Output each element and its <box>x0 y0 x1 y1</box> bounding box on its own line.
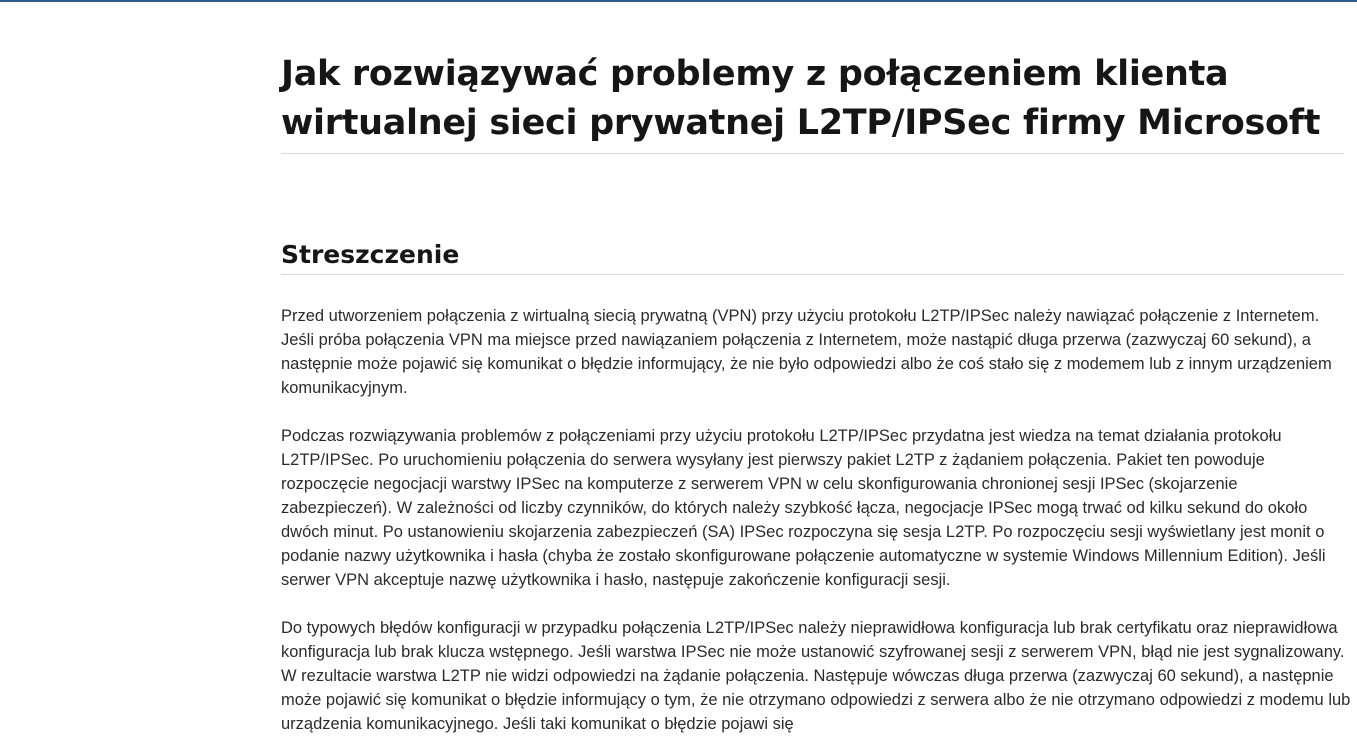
title-divider <box>281 153 1344 154</box>
section-heading-summary: Streszczenie <box>281 240 460 269</box>
paragraph-1: Przed utworzeniem połączenia z wirtualną siecią prywatną (VPN) przy użyciu protokołu L2TP/IPSec należy nawiązać połączenie z Internetem. Jeśli próba połączenia VPN ma miejsce przed nawiązaniem połączenia z Internetem, może nastąpić długa przerwa (zazwyczaj 60 sekund), a następnie może pojawić się komunikat o błędzie informujący, że nie było odpowiedzi albo że coś stało się z modemem lub z innym urządzeniem komunikacyjnym. <box>281 307 1332 397</box>
paragraph-2: Podczas rozwiązywania problemów z połączeniami przy użyciu protokołu L2TP/IPSec przydatna jest wiedza na temat działania protokołu L2TP/IPSec. Po uruchomieniu połączenia do serwera wysyłany jest pierwszy pakiet L2TP z żądaniem połączenia. Pakiet ten powoduje rozpoczęcie negocjacji warstwy IPSec na komputerze z serwerem VPN w celu skonfigurowania chronionej sesji IPSec (skojarzenie zabezpieczeń). W zależności od liczby czynników, do których należy szybkość łącza, negocjacje IPSec mogą trwać od kilku sekund do około dwóch minut. Po ustanowieniu skojarzenia zabezpieczeń (SA) IPSec rozpoczyna się sesja L2TP. Po rozpoczęciu sesji wyświetlany jest monit o podanie nazwy użytkownika i hasła (chyba że zostało skonfigurowane połączenie automatyczne w systemie Windows Millennium Edition). Jeśli serwer VPN akceptuje nazwę użytkownika i hasło, następuje zakończenie konfiguracji sesji. <box>281 427 1326 589</box>
top-accent-rule <box>0 0 1357 2</box>
page-title: Jak rozwiązywać problemy z połączeniem klienta wirtualnej sieci prywatnej L2TP/IPSec firmy Microsoft <box>281 54 1321 143</box>
paragraph-3: Do typowych błędów konfiguracji w przypadku połączenia L2TP/IPSec należy nieprawidłowa konfiguracja lub brak certyfikatu oraz nieprawidłowa konfiguracja lub brak klucza wstępnego. Jeśli warstwa IPSec nie może ustanowić szyfrowanej sesji z serwerem VPN, błąd nie jest sygnalizowany. W rezultacie warstwa L2TP nie widzi odpowiedzi na żądanie połączenia. Następuje wówczas długa przerwa (zazwyczaj 60 sekund), a następnie może pojawić się komunikat o błędzie informujący o tym, że nie otrzymano odpowiedzi z serwera albo że nie otrzymano odpowiedzi z modemu lub urządzenia komunikacyjnego. Jeśli taki komunikat o błędzie pojawi się <box>281 619 1351 733</box>
article-content <box>281 50 1351 736</box>
section-divider <box>281 274 1344 275</box>
